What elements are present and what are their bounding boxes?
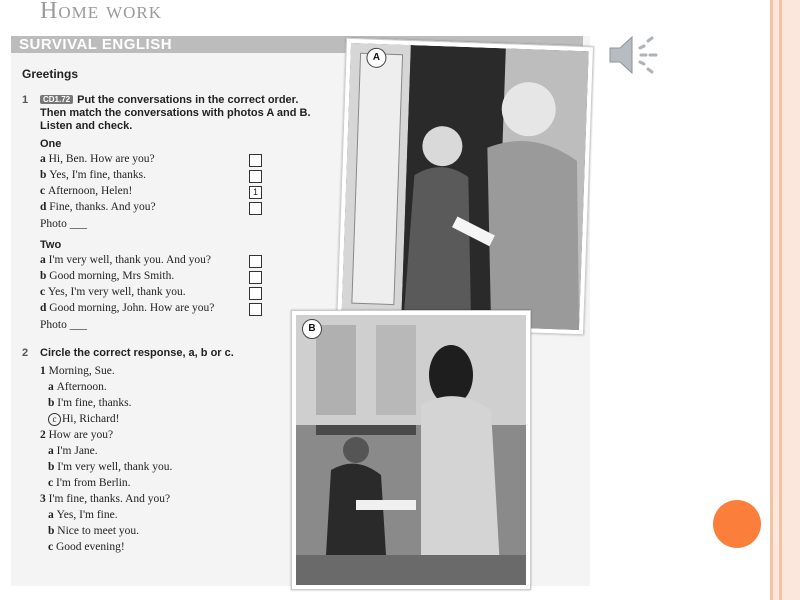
option-letter: a	[48, 509, 57, 521]
conversation-one-photo-label: Photo ___	[40, 218, 87, 230]
exercise-1-instruction-1: CD1.72 Put the conversations in the correct order.	[40, 94, 298, 106]
photo-b-image	[296, 315, 526, 585]
banner-text: SURVIVAL ENGLISH	[19, 36, 173, 53]
option-text: Nice to meet you.	[57, 525, 140, 537]
question-2-option-b[interactable]	[48, 461, 172, 473]
item-letter: d	[40, 201, 50, 213]
circled-answer-mark: c	[48, 413, 61, 426]
photo-b	[291, 310, 531, 590]
item-letter: c	[40, 185, 48, 197]
item-text: Afternoon, Helen!	[47, 185, 133, 197]
conversation-one-line-d	[40, 201, 156, 213]
conversation-two-line-b	[40, 270, 174, 282]
question-3-option-c[interactable]	[48, 541, 125, 553]
item-letter: b	[40, 169, 50, 181]
doorway-scene-image	[341, 43, 589, 330]
conversation-one-answer-box-a[interactable]	[249, 154, 262, 167]
conversation-two-answer-box-b[interactable]	[249, 271, 262, 284]
photo-a-badge: A	[366, 47, 387, 68]
option-text: Afternoon.	[56, 381, 107, 393]
exercise-2-number: 2	[22, 347, 29, 359]
option-text: I'm Jane.	[56, 445, 98, 457]
conversation-two-answer-box-a[interactable]	[249, 255, 262, 268]
item-text: Good morning, John. How are you?	[49, 302, 215, 314]
question-3-option-a[interactable]	[48, 509, 118, 521]
photo-b-badge: B	[302, 319, 322, 339]
item-letter: a	[40, 153, 49, 165]
conversation-two-line-d	[40, 302, 214, 314]
option-text: Hi, Richard!	[62, 413, 120, 425]
cafe-scene-image	[296, 315, 526, 585]
option-letter: b	[48, 525, 58, 537]
conversation-one-answer-box-d[interactable]	[249, 202, 262, 215]
option-letter: a	[48, 381, 57, 393]
conversation-one-line-b	[40, 169, 146, 181]
question-1-option-a[interactable]	[48, 381, 107, 393]
item-text: Good morning, Mrs Smith.	[49, 270, 175, 282]
item-text: Hi, Ben. How are you?	[48, 153, 155, 165]
slide-right-border	[770, 0, 800, 600]
photo-a-image	[341, 43, 589, 330]
photo-a	[336, 38, 594, 335]
conversation-two-photo-label: Photo ___	[40, 319, 87, 331]
question-3-prompt: 3 I'm fine, thanks. And you?	[40, 493, 171, 505]
conversation-one-answer-box-c[interactable]: 1	[249, 186, 262, 199]
item-text: Yes, I'm very well, thank you.	[47, 286, 186, 298]
conversation-two-answer-box-d[interactable]	[249, 303, 262, 316]
option-letter: c	[48, 541, 56, 553]
item-letter: c	[40, 286, 48, 298]
border-stripe	[779, 0, 782, 600]
item-text: Fine, thanks. And you?	[49, 201, 156, 213]
item-letter: b	[40, 270, 50, 282]
question-2-prompt: 2 How are you?	[40, 429, 114, 441]
conversation-one-line-c	[40, 185, 132, 197]
conversation-two-heading: Two	[40, 239, 62, 251]
option-letter: b	[48, 461, 58, 473]
slide-title: Home work	[40, 0, 163, 24]
option-letter: a	[48, 445, 57, 457]
item-text: Yes, I'm fine, thanks.	[49, 169, 147, 181]
question-1-option-c[interactable]	[48, 413, 119, 426]
option-text: I'm very well, thank you.	[57, 461, 173, 473]
conversation-one-line-a	[40, 153, 155, 165]
speaker-icon[interactable]	[606, 32, 662, 78]
section-heading: Greetings	[22, 67, 79, 81]
orange-nav-circle[interactable]	[713, 500, 761, 548]
conversation-two-line-a	[40, 254, 211, 266]
option-text: Yes, I'm fine.	[56, 509, 118, 521]
conversation-two-line-c	[40, 286, 186, 298]
exercise-1-instruction-2: Then match the conversations with photos A and B.	[40, 107, 311, 119]
exercise-1-number: 1	[22, 94, 29, 106]
cd-track-badge: CD1.72	[40, 95, 73, 104]
option-text: I'm fine, thanks.	[57, 397, 132, 409]
question-2-option-a[interactable]	[48, 445, 98, 457]
item-letter: a	[40, 254, 49, 266]
conversation-one-answer-box-b[interactable]	[249, 170, 262, 183]
question-1-option-b[interactable]	[48, 397, 132, 409]
exercise-2-instruction: Circle the correct response, a, b or c.	[40, 347, 234, 359]
question-2-option-c[interactable]	[48, 477, 131, 489]
item-text: I'm very well, thank you. And you?	[48, 254, 212, 266]
option-letter: b	[48, 397, 58, 409]
conversation-one-heading: One	[40, 138, 62, 150]
conversation-two-answer-box-c[interactable]	[249, 287, 262, 300]
question-1-prompt: 1 Morning, Sue.	[40, 365, 115, 377]
item-letter: d	[40, 302, 50, 314]
option-text: Good evening!	[55, 541, 125, 553]
exercise-1-instruction-3: Listen and check.	[40, 120, 133, 132]
option-text: I'm from Berlin.	[55, 477, 131, 489]
question-3-option-b[interactable]	[48, 525, 139, 537]
option-letter: c	[48, 477, 56, 489]
